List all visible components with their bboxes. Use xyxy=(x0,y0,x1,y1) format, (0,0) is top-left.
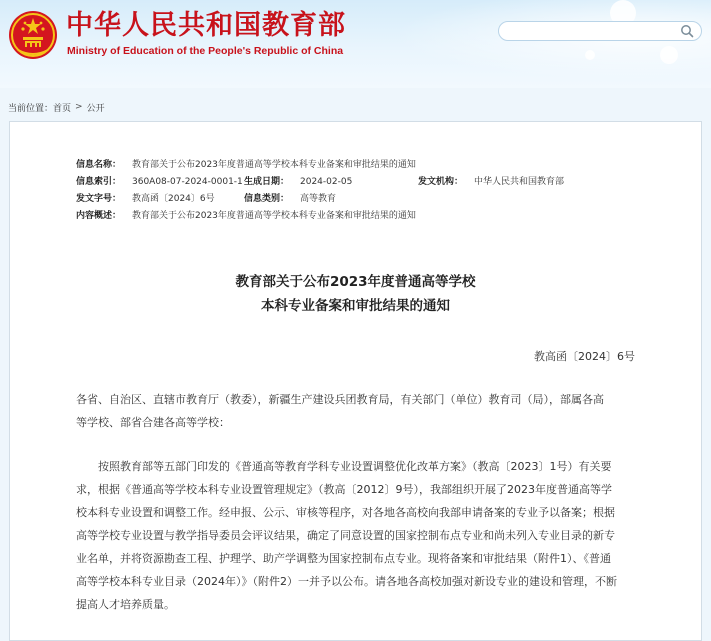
paragraph-line: 等学校、部省合建各高等学校： xyxy=(76,416,230,429)
breadcrumb-current-link[interactable]: 公开 xyxy=(86,103,105,114)
info-name-label: 信息名称： xyxy=(76,160,122,170)
meta-row-doc-no xyxy=(76,191,636,208)
index-value: 360A08-07-2024-0001-1 xyxy=(132,177,243,187)
paragraph-line: 业名单，并将资源勘查工程、护理学、助产学调整为国家控制布点专业。现将备案和审批结果（附件1）、《普通 xyxy=(76,552,611,565)
meta-row-info-name xyxy=(76,157,636,174)
paragraph-line: 求，根据《普通高等学校本科专业设置管理规定》（教高〔2012〕9号），我部组织开展了2023年度普通高等学 xyxy=(76,483,612,496)
decorative-flower xyxy=(585,50,595,60)
decorative-flower xyxy=(660,46,678,64)
breadcrumb-prefix: 当前位置： xyxy=(8,103,54,114)
content-panel xyxy=(9,121,702,641)
salutation-paragraph xyxy=(76,388,638,434)
search-input[interactable] xyxy=(509,24,673,40)
document-number: 教高函〔2024〕6号 xyxy=(534,350,635,363)
breadcrumb-separator: > xyxy=(75,102,83,112)
doc-no-value: 教高函〔2024〕6号 xyxy=(132,194,215,204)
site-title[interactable]: 中华人民共和国教育部 xyxy=(66,10,346,41)
paragraph-line: 高等学校本科专业目录（2024年）》（附件2）一并予以公布。请各地各高校加强对新设专业的建设和管理，不断 xyxy=(76,575,617,588)
paragraph-line: 校本科专业设置和调整工作。经申报、公示、审核等程序，对各地各高校向我部申请备案的专业予以备案；根据 xyxy=(76,506,615,519)
info-name-value: 教育部关于公布2023年度普通高等学校本科专业备案和审批结果的通知 xyxy=(132,160,416,170)
date-label: 生成日期： xyxy=(244,177,290,187)
header-sky-decoration xyxy=(351,0,711,88)
meta-row-summary xyxy=(76,208,636,225)
paragraph-line: 高等学校专业设置与教学指导委员会评议结果，确定了同意设置的国家控制布点专业和尚未列入专业目录的新专 xyxy=(76,529,615,542)
search-icon[interactable] xyxy=(680,24,694,38)
document-title-line-1: 教育部关于公布2023年度普通高等学校 xyxy=(235,274,476,290)
breadcrumb-home-link[interactable]: 首页 xyxy=(53,103,72,114)
index-label: 信息索引： xyxy=(76,177,122,187)
meta-row-index xyxy=(76,174,636,191)
body-paragraph xyxy=(76,455,638,616)
paragraph-line: 提高人才培养质量。 xyxy=(76,598,175,611)
issuer-value: 中华人民共和国教育部 xyxy=(474,177,565,187)
category-label: 信息类别： xyxy=(244,194,290,204)
document-metadata xyxy=(76,157,636,225)
category-value: 高等教育 xyxy=(300,194,337,204)
document-title-line-2: 本科专业备案和审批结果的通知 xyxy=(261,298,450,314)
site-header xyxy=(0,0,711,88)
summary-value: 教育部关于公布2023年度普通高等学校本科专业备案和审批结果的通知 xyxy=(132,211,416,221)
paragraph-line: 各省、自治区、直辖市教育厅（教委），新疆生产建设兵团教育局，有关部门（单位）教育司（局），部属各高 xyxy=(76,393,604,406)
national-emblem-icon[interactable] xyxy=(8,10,58,60)
summary-label: 内容概述： xyxy=(76,211,122,221)
search-box xyxy=(498,21,702,41)
site-subtitle: Ministry of Education of the People's Republic of China xyxy=(67,45,344,57)
doc-no-label: 发文字号： xyxy=(76,194,122,204)
issuer-label: 发文机构： xyxy=(418,177,464,187)
breadcrumb xyxy=(8,100,105,114)
date-value: 2024-02-05 xyxy=(300,177,353,187)
paragraph-line: 按照教育部等五部门印发的《普通高等教育学科专业设置调整优化改革方案》（教高〔2023〕1号）有关要 xyxy=(76,460,612,473)
